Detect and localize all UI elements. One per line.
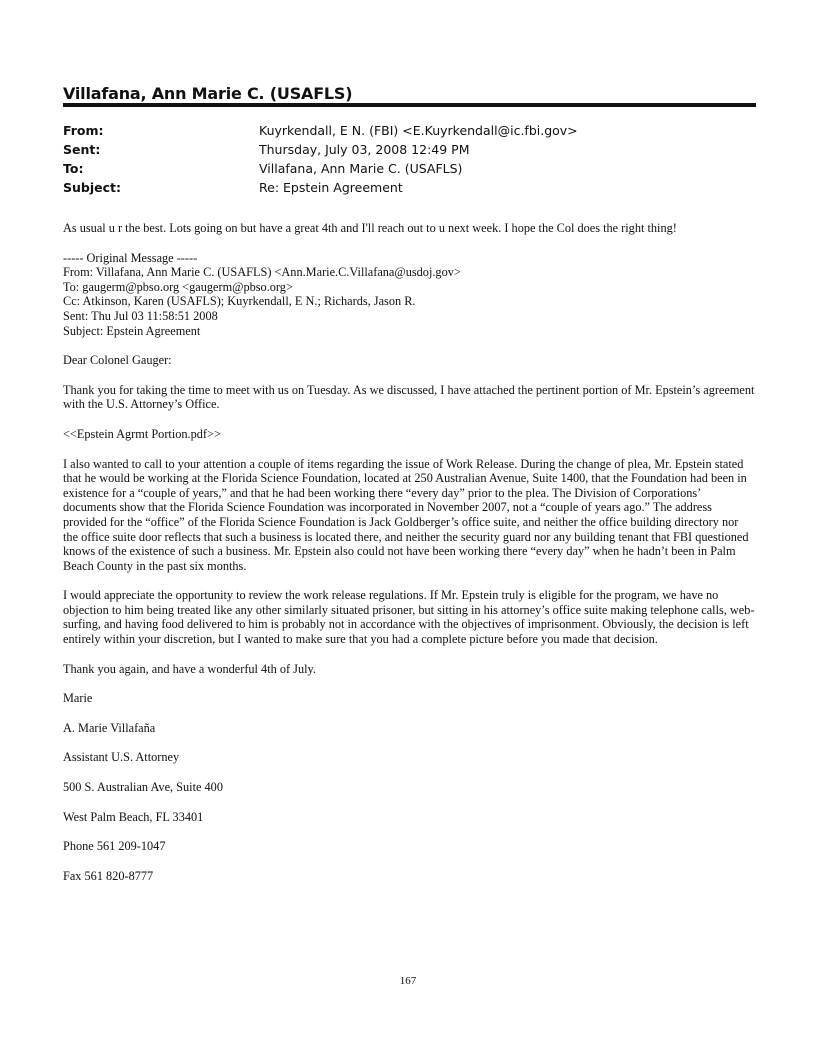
reply-text: As usual u r the best. Lots going on but have a great 4th and I'll reach out to u next week. I hope the Col does the right thing! xyxy=(63,221,677,235)
signature-first-name: Marie xyxy=(63,691,93,706)
from-value: Kuyrkendall, E N. (FBI) <E.Kuyrkendall@ic.fbi.gov> xyxy=(259,123,578,138)
original-message-header xyxy=(63,251,756,339)
original-from: From: Villafana, Ann Marie C. (USAFLS) <Ann.Marie.C.Villafana@usdoj.gov> xyxy=(63,265,461,280)
signature-address-line-2: West Palm Beach, FL 33401 xyxy=(63,809,204,824)
subject-row xyxy=(63,178,756,197)
signature-full-name: A. Marie Villafaña xyxy=(63,720,156,735)
paragraph-3: I would appreciate the opportunity to review the work release regulations. If Mr. Epstein truly is eligible for the program, we have no objection to him being treated like any other similarly situated prisoner, but sitting in his attorney’s office suite making telephone calls, web-surfing, and having food delivered to him is probably not in accordance with the objectives of imprisonment. Obviously, the decision is left entirely within your discretion, but I wanted to make sure that you had a complete picture before you made that decision. xyxy=(63,588,755,647)
subject-label: Subject: xyxy=(63,180,121,195)
paragraph-1: Thank you for taking the time to meet with us on Tuesday. As we discussed, I have attached the pertinent portion of Mr. Epstein’s agreement with the U.S. Attorney’s Office. xyxy=(63,382,755,412)
signature-address-line-1: 500 S. Australian Ave, Suite 400 xyxy=(63,780,223,795)
sent-row xyxy=(63,140,756,159)
to-label: To: xyxy=(63,161,84,176)
to-value: Villafana, Ann Marie C. (USAFLS) xyxy=(259,161,463,176)
original-divider: ----- Original Message ----- xyxy=(63,250,198,265)
subject-value: Re: Epstein Agreement xyxy=(259,180,403,195)
attachment-reference: <<Epstein Agrmt Portion.pdf>> xyxy=(63,426,221,441)
sent-value: Thursday, July 03, 2008 12:49 PM xyxy=(259,142,470,157)
header-divider xyxy=(63,103,756,107)
signature-fax: Fax 561 820-8777 xyxy=(63,868,154,883)
email-body xyxy=(63,221,756,883)
mailbox-owner-name: Villafana, Ann Marie C. (USAFLS) xyxy=(63,84,353,103)
closing-line: Thank you again, and have a wonderful 4th of July. xyxy=(63,661,316,676)
original-cc: Cc: Atkinson, Karen (USAFLS); Kuyrkendall, E N.; Richards, Jason R. xyxy=(63,294,416,309)
to-row xyxy=(63,159,756,178)
original-sent: Sent: Thu Jul 03 11:58:51 2008 xyxy=(63,308,218,323)
original-to: To: gaugerm@pbso.org <gaugerm@pbso.org> xyxy=(63,279,293,294)
email-header-fields xyxy=(63,121,756,197)
paragraph-2: I also wanted to call to your attention a couple of items regarding the issue of Work Release. During the change of plea, Mr. Epstein stated that he would be working at the Florida Science Foundation, located at 250 Australian Avenue, Suite 1400, that the Foundation had been in existence for a “couple of years,” and that he had been working there “every day” prior to the plea. The Division of Corporations’ documents show that the Florida Science Foundation was incorporated in November 2007, not a “couple of years ago.” The address provided for the “office” of the Florida Science Foundation is Jack Goldberger’s office suite, and neither the office building directory nor the office suite door reflects that such a business is located there, and neither the security guard nor any building tenant that FBI questioned knows of the existence of such a business. Mr. Epstein also could not have been working there “every day” when he hadn’t been in Palm Beach County in the past six months. xyxy=(63,456,749,573)
sent-label: Sent: xyxy=(63,142,101,157)
page-number: 167 xyxy=(399,975,417,987)
signature-phone: Phone 561 209-1047 xyxy=(63,839,166,854)
from-label: From: xyxy=(63,123,104,138)
signature-title: Assistant U.S. Attorney xyxy=(63,750,180,765)
salutation: Dear Colonel Gauger: xyxy=(63,353,172,368)
original-subject: Subject: Epstein Agreement xyxy=(63,323,201,338)
from-row xyxy=(63,121,756,140)
